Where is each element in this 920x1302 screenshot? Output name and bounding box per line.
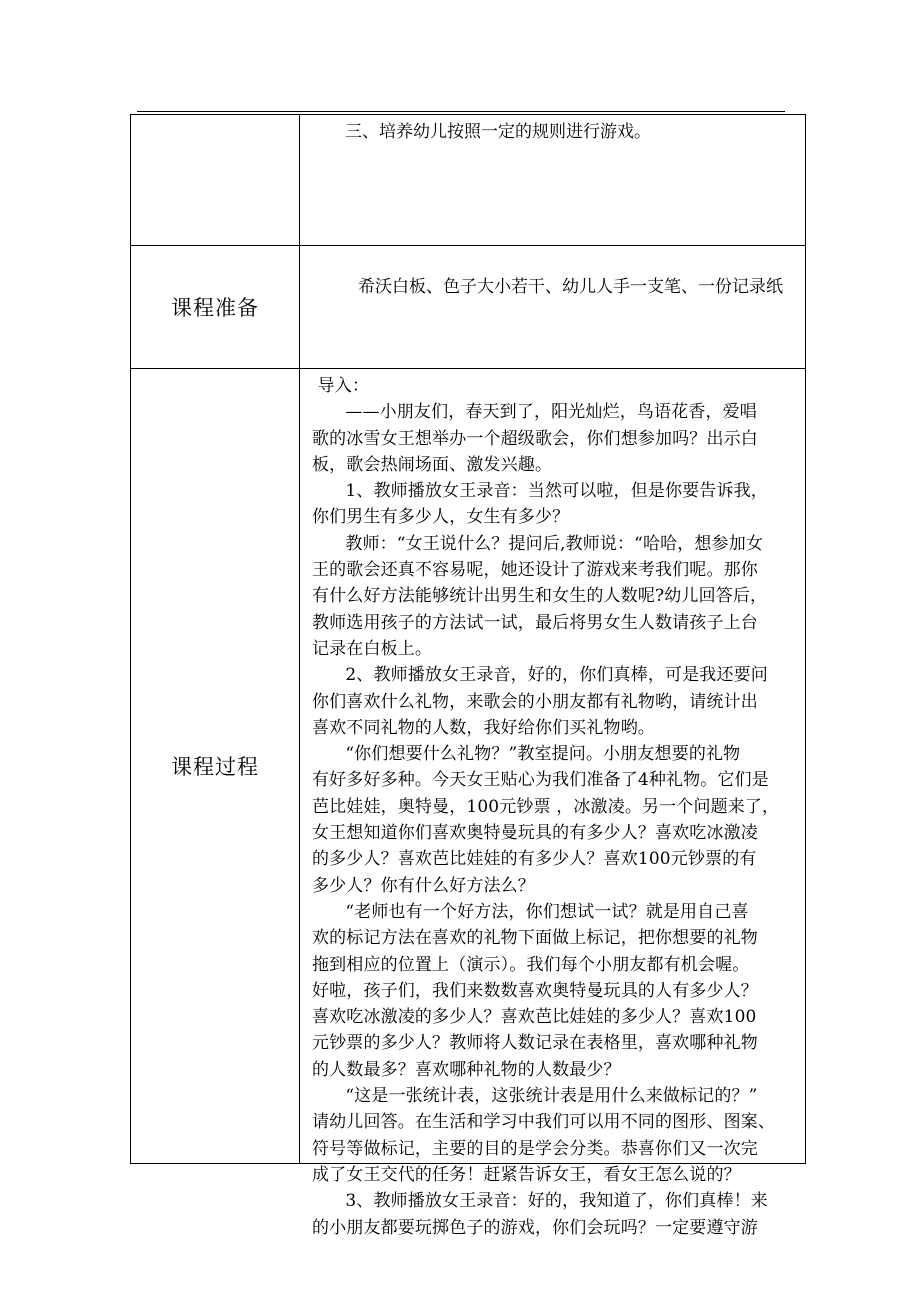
preparation-text: 希沃白板、色子大小若干、幼儿人手一支笔、一份记录纸 <box>358 277 783 297</box>
text-line: 有好多好多种。今天女王贴心为我们准备了4种礼物。它们是 <box>312 770 769 791</box>
text-line: 你们男生有多少人，女生有多少？ <box>312 507 570 528</box>
text-line: 喜欢吃冰激凌的多少人？喜欢芭比娃娃的多少人？喜欢100 <box>312 1007 757 1028</box>
row-content <box>300 369 805 1238</box>
top-rule-line <box>137 111 785 112</box>
text-line: 的小朋友都要玩掷色子的游戏，你们会玩吗？一定要遵守游 <box>312 1217 758 1238</box>
text-line: 好啦，孩子们，我们来数数喜欢奥特曼玩具的人有多少人？ <box>312 980 758 1001</box>
text-line: 元钞票的多少人？教师将人数记录在表格里，喜欢哪种礼物 <box>312 1033 758 1054</box>
text-line: 板，歌会热闹场面、激发兴趣。 <box>312 454 553 475</box>
text-line: 女王想知道你们喜欢奥特曼玩具的有多少人？喜欢吃冰激凌 <box>312 823 758 844</box>
lesson-plan-table <box>130 114 806 1238</box>
process-text <box>312 373 802 1241</box>
text-line: “这是一张统计表，这张统计表是用什么来做标记的？” <box>312 1086 758 1107</box>
text-line: 符号等做标记，主要的目的是学会分类。恭喜你们又一次完 <box>312 1138 758 1159</box>
text-line: 欢的标记方法在喜欢的礼物下面做上标记，把你想要的礼物 <box>312 928 758 949</box>
text-line: 1、教师播放女王录音：当然可以啦，但是你要告诉我， <box>312 481 768 502</box>
row-content <box>300 246 805 368</box>
text-line: 教师选用孩子的方法试一试，最后将男女生人数请孩子上台 <box>312 612 758 633</box>
text-line: 记录在白板上。 <box>312 638 433 659</box>
text-line: 的多少人？喜欢芭比娃娃的有多少人？喜欢100元钞票的有 <box>312 849 757 870</box>
row-content <box>300 115 805 245</box>
text-line: 成了女王交代的任务！赶紧告诉女王，看女王怎么说的？ <box>312 1164 741 1185</box>
text-line: 芭比娃娃，奥特曼，100元钞票 ，冰激凌。另一个问题来了， <box>312 796 780 817</box>
text-line: 多少人？你有什么好方法么？ <box>312 875 535 896</box>
text-line: 请幼儿回答。在生活和学习中我们可以用不同的图形、图案、 <box>312 1112 776 1133</box>
table-row-process <box>131 369 805 1238</box>
text-line: “老师也有一个好方法，你们想试一试？就是用自己喜 <box>312 901 749 922</box>
text-line: 教师：“女王说什么？提问后,教师说：“哈哈，想参加女 <box>312 533 764 554</box>
text-line: 导入： <box>312 376 370 396</box>
text-line: 有什么好方法能够统计出男生和女生的人数呢?幼儿回答后， <box>312 586 768 607</box>
row-label-preparation: 课程准备 <box>131 246 300 368</box>
text-line: 你们喜欢什么礼物，来歌会的小朋友都有礼物哟，请统计出 <box>312 691 758 712</box>
text-line: “你们想要什么礼物？”教室提问。小朋友想要的礼物 <box>312 744 741 765</box>
text-line: ——小朋友们，春天到了，阳光灿烂，鸟语花香，爱唱 <box>312 402 757 423</box>
text-line: 拖到相应的位置上（演示）。我们每个小朋友都有机会喔。 <box>312 954 750 975</box>
text-line: 的人数最多？喜欢哪种礼物的人数最少？ <box>312 1059 621 1080</box>
text-line: 2、教师播放女王录音，好的，你们真棒，可是我还要问 <box>312 665 768 686</box>
objective-text: 三、培养幼儿按照一定的规则进行游戏。 <box>345 122 651 142</box>
text-line: 歌的冰雪女王想举办一个超级歌会，你们想参加吗？出示白 <box>312 428 758 449</box>
table-row-objectives <box>131 115 805 246</box>
row-label-process: 课程过程 <box>131 369 300 1163</box>
text-line: 喜欢不同礼物的人数，我好给你们买礼物哟。 <box>312 717 655 738</box>
text-line: 王的歌会还真不容易呢，她还设计了游戏来考我们呢。那你 <box>312 560 758 581</box>
text-line: 3、教师播放女王录音：好的，我知道了，你们真棒！来 <box>312 1191 768 1212</box>
row-label <box>131 115 300 245</box>
table-row-preparation <box>131 246 805 369</box>
